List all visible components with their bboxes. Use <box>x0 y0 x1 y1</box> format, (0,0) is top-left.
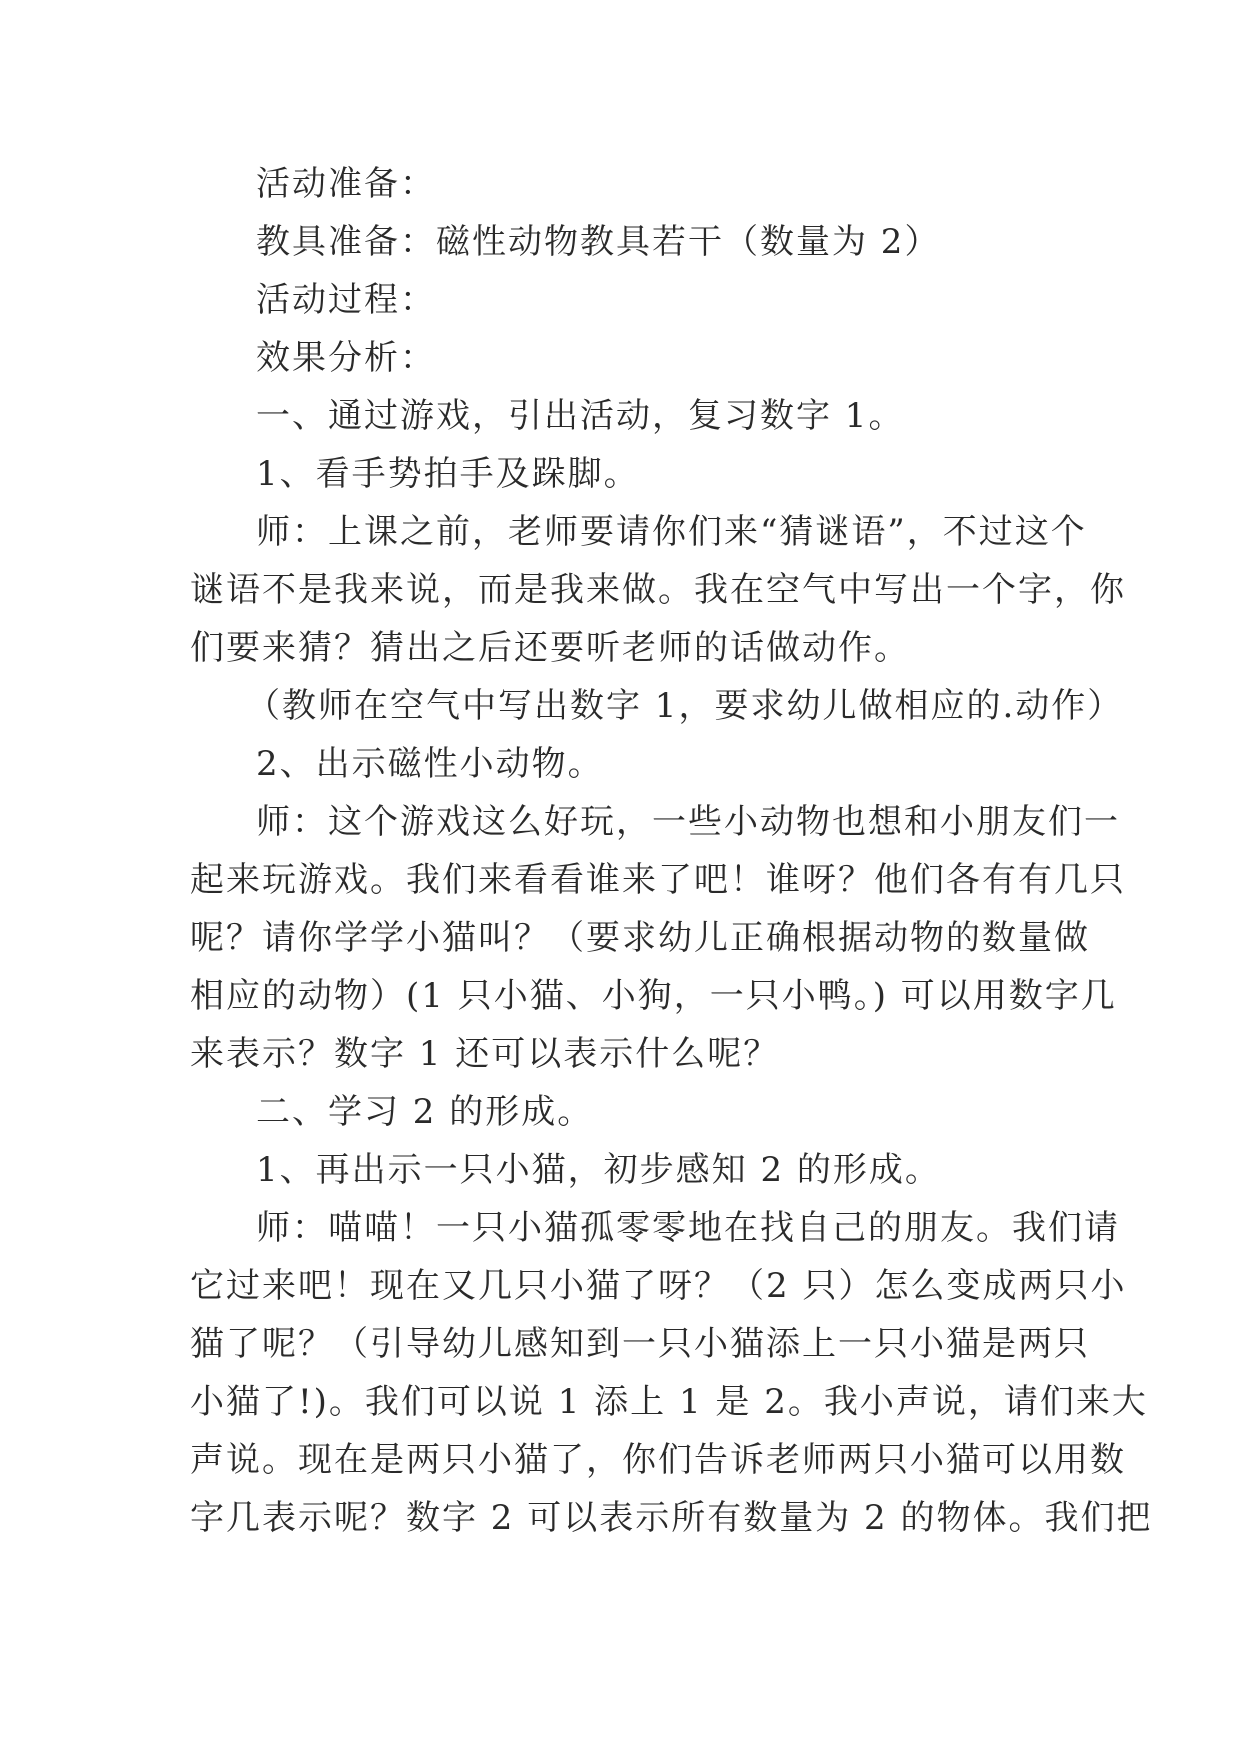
step-1-title: 1、看手势拍手及跺脚。 <box>256 454 640 494</box>
heading-activity-preparation: 活动准备： <box>256 164 436 204</box>
teacher-note-line: （教师在空气中写出数字 1，要求幼儿做相应的.动作） <box>246 686 1124 726</box>
paragraph-line: 猫了呢？（引导幼儿感知到一只小猫添上一只小猫是两只 <box>190 1324 1090 1364</box>
section-two-title: 二、学习 2 的形成。 <box>256 1092 594 1132</box>
paragraph-line: 谜语不是我来说，而是我来做。我在空气中写出一个字，你 <box>190 570 1126 610</box>
paragraph-line: 呢？请你学学小猫叫？（要求幼儿正确根据动物的数量做 <box>190 918 1090 958</box>
paragraph-line: 师：喵喵！一只小猫孤零零地在找自己的朋友。我们请 <box>256 1208 1120 1248</box>
paragraph-line: 相应的动物）(1 只小猫、小狗，一只小鸭。) 可以用数字几 <box>190 976 1117 1016</box>
heading-activity-process: 活动过程： <box>256 280 436 320</box>
heading-effect-analysis: 效果分析： <box>256 338 436 378</box>
paragraph-line: 来表示？数字 1 还可以表示什么呢？ <box>190 1034 780 1074</box>
paragraph-line: 起来玩游戏。我们来看看谁来了吧！谁呀？他们各有有几只 <box>190 860 1126 900</box>
paragraph-line: 师：上课之前，老师要请你们来“猜谜语”，不过这个 <box>256 512 1087 552</box>
teaching-aids-line: 教具准备：磁性动物教具若干（数量为 2） <box>256 222 941 262</box>
section-one-title: 一、通过游戏，引出活动，复习数字 1。 <box>256 396 905 436</box>
paragraph-line: 声说。现在是两只小猫了，你们告诉老师两只小猫可以用数 <box>190 1440 1126 1480</box>
paragraph-line: 字几表示呢？数字 2 可以表示所有数量为 2 的物体。我们把 <box>190 1498 1153 1538</box>
document-body <box>190 155 1153 1547</box>
paragraph-line: 小猫了!)。我们可以说 1 添上 1 是 2。我小声说，请们来大 <box>190 1382 1148 1422</box>
paragraph-line: 它过来吧！现在又几只小猫了呀？（2 只）怎么变成两只小 <box>190 1266 1127 1306</box>
step-1-title: 1、再出示一只小猫，初步感知 2 的形成。 <box>256 1150 941 1190</box>
step-2-title: 2、出示磁性小动物。 <box>256 744 604 784</box>
paragraph-line: 师：这个游戏这么好玩，一些小动物也想和小朋友们一 <box>256 802 1120 842</box>
paragraph-line: 们要来猜？猜出之后还要听老师的话做动作。 <box>190 628 910 668</box>
